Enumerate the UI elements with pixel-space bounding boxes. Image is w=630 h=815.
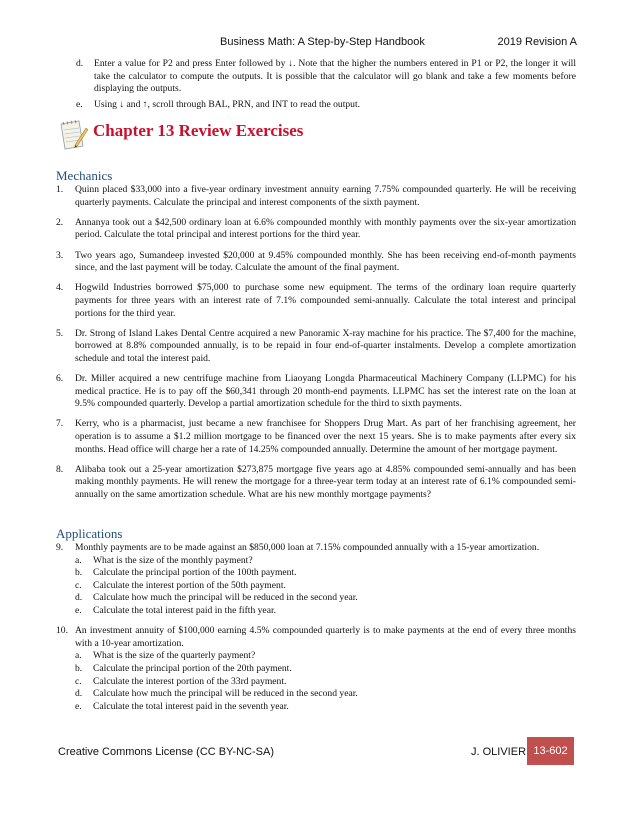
applications-heading: Applications: [56, 526, 123, 541]
step-marker: d.: [76, 58, 84, 69]
part-marker: b.: [75, 662, 83, 674]
exercise-text: Dr. Strong of Island Lakes Dental Centre acquired a new Panoramic X-ray machine for his practice. The $7,400 for the machine, borrowed at 8.8% compounded annually, is to be repaid in four end-of-quarter instalments. Develop a complete amortization schedule and total the interest paid.: [75, 327, 576, 364]
exercise-item: [56, 328, 576, 366]
part-marker: e.: [75, 700, 82, 712]
exercise-text: Quinn placed $33,000 into a five-year ordinary investment annuity earning 7.75% compounded quarterly. He will be receiving quarterly payments. Calculate the principal and interest components of the sixth payment.: [75, 184, 576, 208]
exercise-text: Two years ago, Sumandeep invested $20,000 at 9.45% compounded monthly. She has been receiving end-of-month payments since, and the last payment will be today. Calculate the amount of the final payment.: [75, 249, 576, 274]
part-marker: b.: [75, 567, 83, 579]
part-text: What is the size of the quarterly payment?: [93, 650, 256, 662]
exercise-part: [75, 676, 576, 689]
exercise-number: 7.: [56, 418, 64, 430]
part-marker: c.: [75, 675, 82, 687]
exercise-item: [56, 217, 576, 242]
exercise-number: 3.: [56, 249, 64, 261]
exercise-number: 4.: [56, 282, 64, 294]
exercise-text: Kerry, who is a pharmacist, just became a new franchisee for Shoppers Drug Mart. As part of her franchising agreement, her operation is to assume a $1.2 million mortgage to be financed over the next 15 years. She is to make payments after every six months. Head office will charge her a rate of 14.25% compounded annually. Determine the amount of her mortgage payment.: [75, 418, 576, 455]
exercise-number: 6.: [56, 373, 64, 385]
exercise-item: [56, 418, 576, 456]
exercise-text: Dr. Miller acquired a new centrifuge machine from Liaoyang Longda Pharmaceutical Machinery Company (LLPMC) for his medical practice. He is to pay off the $60,341 through 20 month-end payments. LLPMC has set the interest rate on the loan at 9.5% compounded quarterly. Develop a partial amortization schedule for the third to sixth payments.: [75, 373, 576, 410]
step-text: Enter a value for P2 and press Enter followed by ↓. Note that the higher the numbers entered in P1 or P2, the longer it will take the calculator to compute the outputs. It is possible that the calculator will go blank and take a few moments before displaying the outputs.: [94, 58, 576, 95]
notepad-pencil-icon: [57, 118, 89, 152]
part-text: Calculate the total interest paid in the fifth year.: [93, 604, 277, 616]
exercise-part: [75, 701, 576, 714]
chapter-title: Chapter 13 Review Exercises: [93, 121, 304, 140]
exercise-number: 8.: [56, 463, 64, 475]
exercise-text: Hogwild Industries borrowed $75,000 to purchase some new equipment. The terms of the ordinary loan require quarterly payments for three years with an interest rate of 7.1% compounded semi-annually. Calculate the total interest and principal portions for the third year.: [75, 282, 576, 319]
exercise-parts: [75, 555, 576, 618]
mechanics-heading: Mechanics: [56, 168, 113, 183]
part-text: Calculate how much the principal will be reduced in the second year.: [93, 592, 358, 604]
exercise-item: [56, 542, 576, 618]
exercise-item: [56, 625, 576, 713]
exercise-number: 10.: [56, 625, 68, 637]
step-text: Using ↓ and ↑, scroll through BAL, PRN, and INT to read the output.: [94, 98, 361, 110]
license-text: Creative Commons License (CC BY-NC-SA): [58, 746, 274, 758]
exercise-item: [56, 464, 576, 502]
exercise-part: [75, 555, 576, 568]
exercise-text: An investment annuity of $100,000 earning 4.5% compounded quarterly is to make payments at the end of every three months with a 10-year amortization.: [75, 625, 576, 649]
exercise-item: [56, 282, 576, 320]
part-text: Calculate how much the principal will be reduced in the second year.: [93, 688, 358, 700]
part-marker: d.: [75, 688, 83, 700]
exercise-number: 9.: [56, 542, 64, 553]
part-text: Calculate the principal portion of the 20th payment.: [93, 662, 292, 674]
applications-list: [56, 542, 576, 721]
exercise-part: [75, 605, 576, 618]
header-title: Business Math: A Step-by-Step Handbook: [220, 36, 425, 48]
part-marker: a.: [75, 650, 82, 662]
header-revision: 2019 Revision A: [497, 36, 577, 48]
page-number: 13-602: [527, 737, 574, 765]
step-item: [56, 58, 576, 96]
exercise-number: 2.: [56, 216, 64, 228]
page-header: [0, 36, 630, 52]
step-marker: e.: [76, 98, 83, 110]
part-marker: d.: [75, 592, 83, 604]
part-text: Calculate the total interest paid in the seventh year.: [93, 700, 289, 712]
exercise-part: [75, 567, 576, 580]
calculator-steps: [56, 58, 576, 111]
exercise-part: [75, 663, 576, 676]
exercise-text: Annanya took out a $42,500 ordinary loan at 6.6% compounded monthly with monthly payments over the six-year amortization period. Calculate the total principal and interest portions for the third year.: [75, 216, 576, 241]
part-text: Calculate the interest portion of the 50th payment.: [93, 579, 286, 591]
exercise-text: Alibaba took out a 25-year amortization $273,875 mortgage five years ago at 4.85% compounded semi-annually and has been making monthly payments. He will renew the mortgage for a three-year term today at an interest rate of 6.1% compounded semi-annually on the same amortization schedule. What are his new monthly mortgage payments?: [75, 463, 576, 501]
step-item: [56, 99, 576, 112]
part-marker: e.: [75, 604, 82, 616]
exercise-part: [75, 688, 576, 701]
exercise-number: 5.: [56, 327, 64, 339]
part-text: What is the size of the monthly payment?: [93, 554, 253, 566]
part-marker: c.: [75, 579, 82, 591]
part-marker: a.: [75, 554, 82, 566]
part-text: Calculate the interest portion of the 33rd payment.: [93, 675, 287, 687]
exercise-number: 1.: [56, 184, 64, 195]
exercise-part: [75, 592, 576, 605]
exercise-item: [56, 373, 576, 411]
part-text: Calculate the principal portion of the 100th payment.: [93, 567, 297, 579]
exercise-item: [56, 184, 576, 209]
exercise-item: [56, 250, 576, 275]
author-name: J. OLIVIER: [471, 746, 527, 758]
exercise-part: [75, 580, 576, 593]
mechanics-list: [56, 184, 576, 509]
exercise-part: [75, 650, 576, 663]
exercise-parts: [75, 650, 576, 713]
exercise-text: Monthly payments are to be made against an $850,000 loan at 7.15% compounded annually with a 15-year amortization.: [75, 542, 540, 553]
